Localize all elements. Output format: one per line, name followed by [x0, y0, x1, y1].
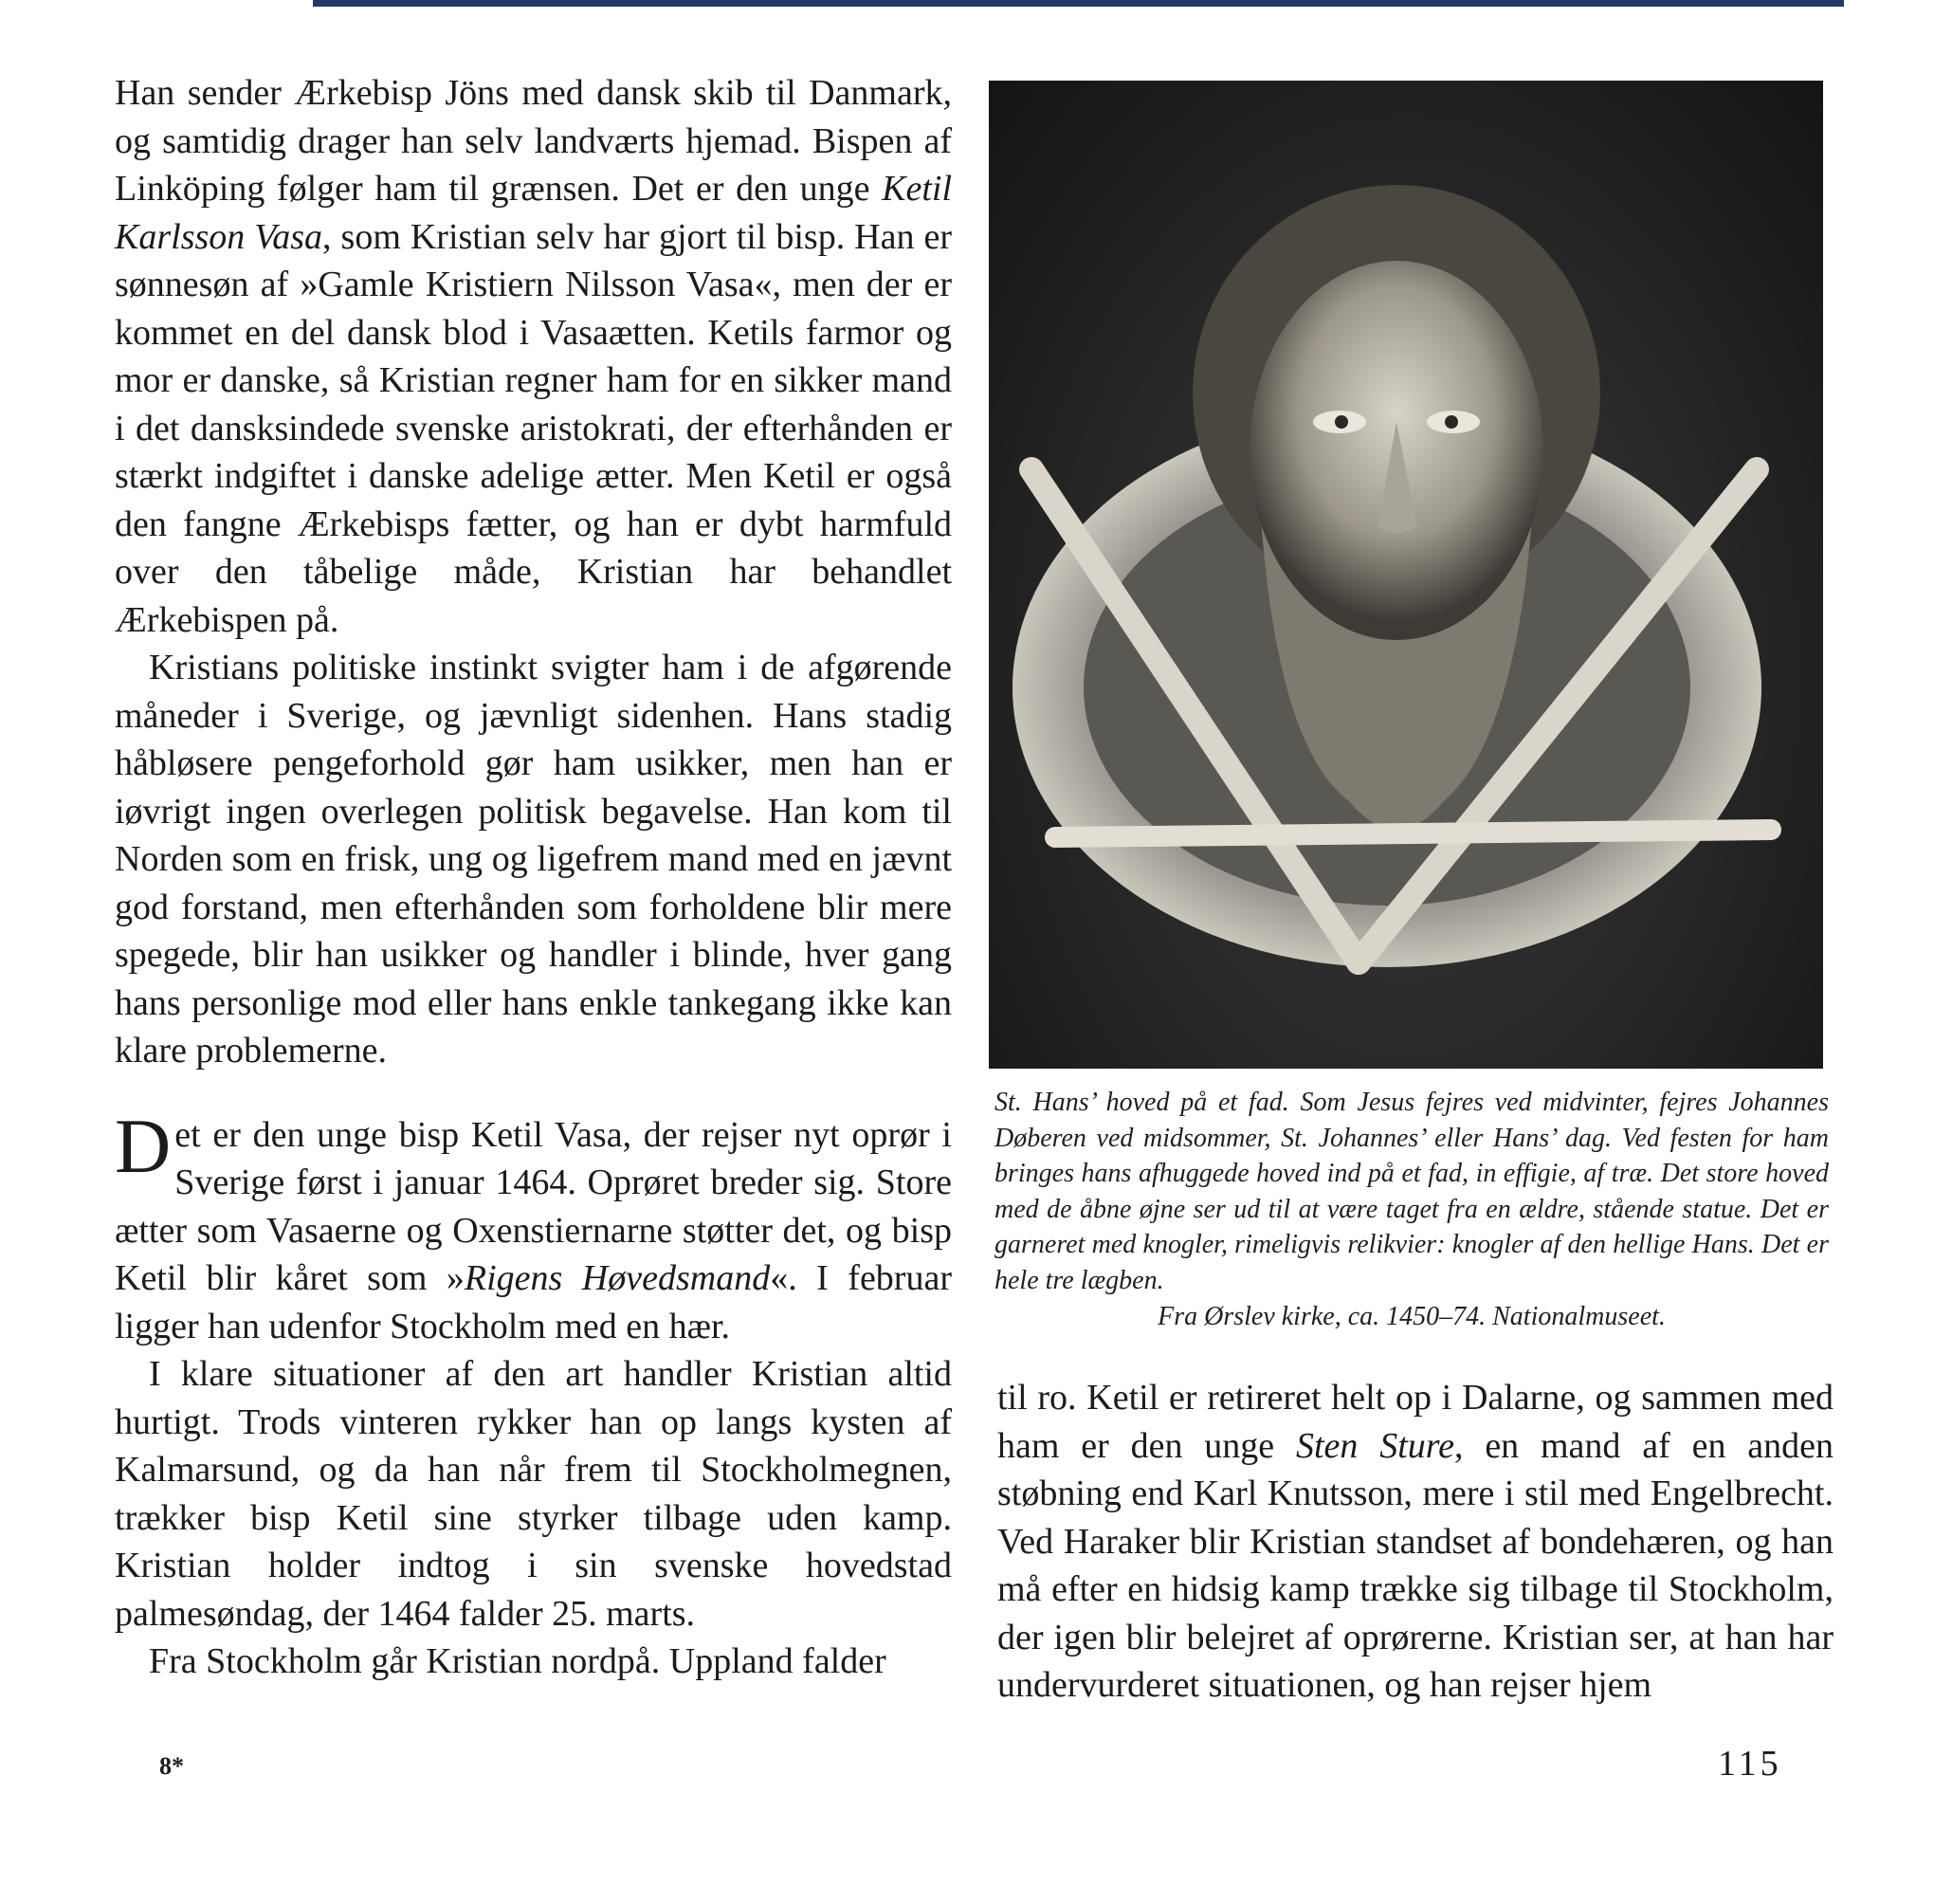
italic-name: Sten Sture [1295, 1425, 1454, 1466]
bone-across [1055, 830, 1771, 837]
paragraph-6: til ro. Ketil er retireret helt op i Dalarne, og sammen med ham er den unge Sten Sture, en mand af en anden støbning end Karl Knutsson, mere i stil med Engelbrecht. Ved Haraker blir Kristian standset af bondehæren, og han må efter en hidsig kamp trække sig tilbage til Stockholm, der igen blir belejret af oprørerne. Kristian ser, at han har undervurderet situationen, og han rejser hjem [997, 1378, 1834, 1705]
drop-cap: D [115, 1102, 172, 1189]
page-number: 115 [1718, 1744, 1782, 1784]
head-on-platter-illustration [989, 81, 1823, 1069]
photo-st-hans-head [989, 81, 1823, 1069]
paragraph-5: Fra Stockholm går Kristian nordpå. Uppland falder [149, 1641, 886, 1681]
figure-caption [994, 1085, 1829, 1334]
italic-name: Ketil Karlsson Vasa [115, 169, 953, 257]
caption-source: Fra Ørslev kirke, ca. 1450–74. Nationalmuseet. [1158, 1301, 1666, 1331]
paragraph-4: I klare situationer af den art handler Kristian altid hurtigt. Trods vinteren rykker han op langs kysten af Kalmarsund, og da han når frem til Stockholmegnen, trækker bisp Ketil sine styrker tilbage uden kamp. Kristian holder indtog i sin svenske hovedstad palmesøndag, der 1464 falder 25. marts. [115, 1354, 952, 1634]
paragraph-3: Det er den unge bisp Ketil Vasa, der rejser nyt oprør i Sverige først i januar 1464. Oprøret breder sig. Store ætter som Vasaerne og Oxenstiernarne støtter det, og bisp Ketil blir kåret som »Rigens Høvedsmand«. I februar ligger han udenfor Stockholm med en hær. [115, 1102, 952, 1346]
top-edge-bar [313, 0, 1844, 7]
italic-title: Rigens Høvedsmand [464, 1258, 771, 1298]
paragraph-1: Han sender Ærkebisp Jöns med dansk skib til Danmark, og samtidig drager han selv landværts hjemad. Bispen af Linköping følger ham til grænsen. Det er den unge Ketil Karlsson Vasa, som Kristian selv har gjort til bisp. Han er sønnesøn af »Gamle Kristiern Nilsson Vasa«, men der er kommet en del dansk blod i Vasaætten. Ketils farmor og mor er danske, så Kristian regner ham for en sikker mand i det dansksindede svenske aristokrati, der efterhånden er stærkt indgiftet i danske adelige ætter. Men Ketil er også den fangne Ærkebisps fætter, og han er dybt harmfuld over den tåbelige måde, Kristian har behandlet Ærkebispen på. [115, 73, 953, 640]
signature-mark: 8* [159, 1752, 184, 1780]
caption-text: St. Hans’ hoved på et fad. Som Jesus fejres ved midvinter, fejres Johannes Døberen ved midsommer, St. Johannes’ eller Hans’ dag. Ved festen for ham bringes hans afhuggede hoved ind på et fad, in effigie, af træ. Det store hoved med de åbne øjne ser ud til at være taget fra en ældre, stående statue. Det er garneret med knogler, rimeligvis relikvier: knogler af den hellige Hans. Det er hele tre lægben. [994, 1088, 1829, 1295]
right-text-column [997, 1374, 1834, 1710]
left-text-column [115, 69, 952, 1686]
paragraph-2: Kristians politiske instinkt svigter ham i de afgørende måneder i Sverige, og jævnligt sidenhen. Hans stadig håbløsere pengeforhold gør ham usikker, men han er iøvrigt ingen overlegen politisk begavelse. Han kom til Norden som en frisk, ung og ligefrem mand med en jævnt god forstand, men efterhånden som forholdene blir mere spegede, blir han usikker og handler i blinde, hver gang hans personlige mod eller hans enkle tankegang ikke kan klare problemerne. [115, 648, 952, 1071]
